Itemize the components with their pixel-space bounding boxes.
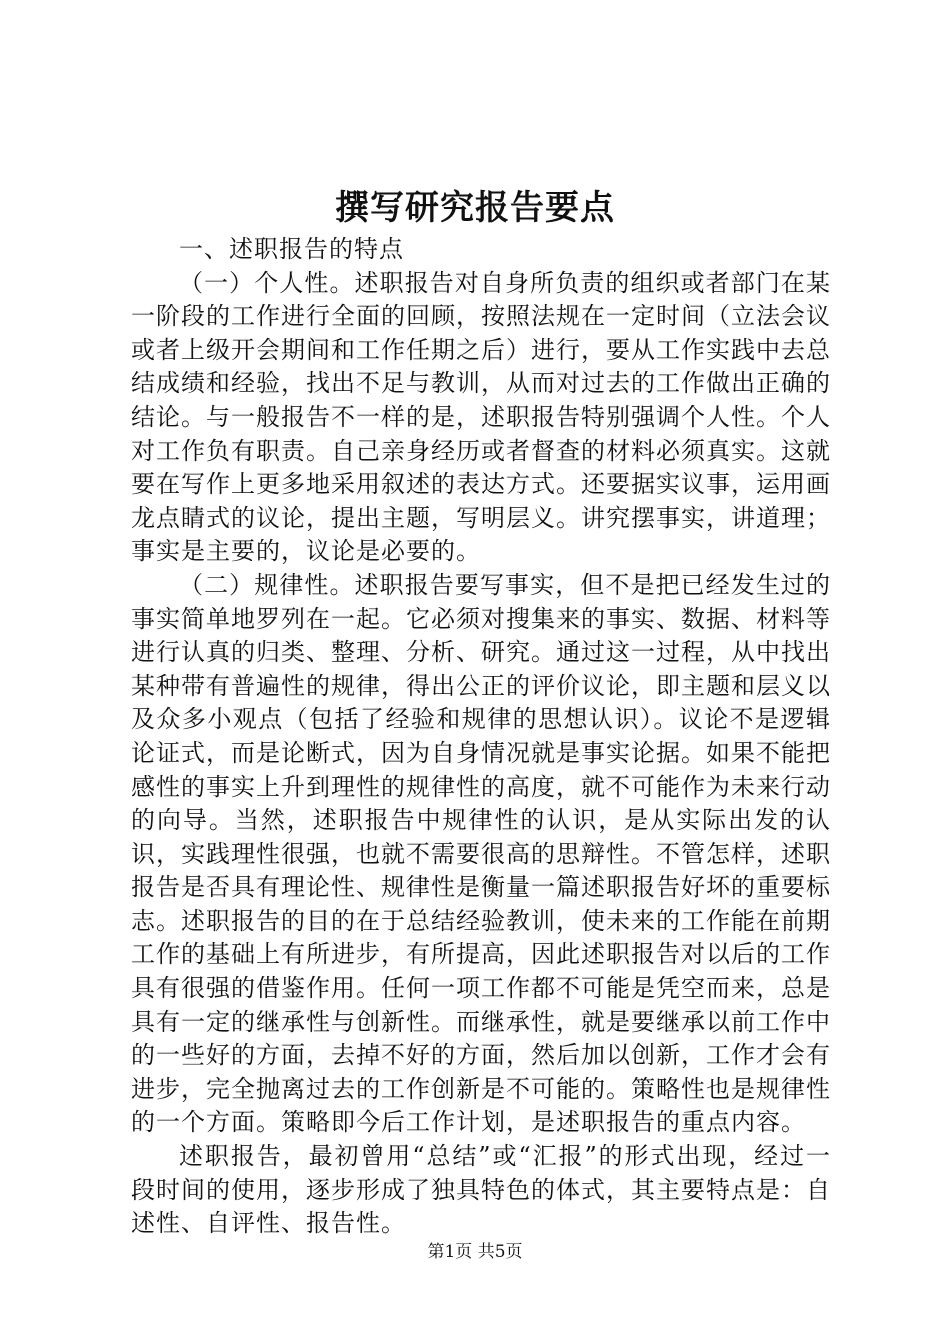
paragraph-personal: （一）个人性。述职报告对自身所负责的组织或者部门在某一阶段的工作进行全面的回顾，按照法规在一定时间（立法会议或者上级开会期间和工作任期之后）进行，要从工作实践中去总结成绩和经验，找出不足与教训，从而对过去的工作做出正确的结论。与一般报告不一样的是，述职报告特别强调个人性。个人对工作负有职责。自己亲身经历或者督查的材料必须真实。这就要在写作上更多地采用叙述的表达方式。还要据实议事，运用画龙点睛式的议论，提出主题，写明层义。讲究摆事实，讲道理；事实是主要的，议论是必要的。 bbox=[131, 268, 831, 566]
paragraph-regularity: （二）规律性。述职报告要写事实，但不是把已经发生过的事实简单地罗列在一起。它必须对搜集来的事实、数据、材料等进行认真的归类、整理、分析、研究。通过这一过程，从中找出某种带有普遍性的规律，得出公正的评价议论，即主题和层义以及众多小观点（包括了经验和规律的思想认识）。议论不是逻辑论证式，而是论断式，因为自身情况就是事实论据。如果不能把感性的事实上升到理性的规律性的高度，就不可能作为未来行动的向导。当然，述职报告中规律性的认识，是从实际出发的认识，实践理性很强，也就不需要很高的思辩性。不管怎样，述职报告是否具有理论性、规律性是衡量一篇述职报告好坏的重要标志。述职报告的目的在于总结经验教训，使未来的工作能在前期工作的基础上有所进步，有所提高，因此述职报告对以后的工作具有很强的借鉴作用。任何一项工作都不可能是凭空而来，总是具有一定的继承性与创新性。而继承性，就是要继承以前工作中的一些好的方面，去掉不好的方面，然后加以创新，工作才会有进步，完全抛离过去的工作创新是不可能的。策略性也是规律性的一个方面。策略即今后工作计划，是述职报告的重点内容。 bbox=[131, 570, 831, 1137]
page-number: 第1页 共5页 bbox=[427, 1242, 523, 1262]
paragraph-features: 述职报告，最初曾用“总结”或“汇报”的形式出现，经过一段时间的使用，逐步形成了独具特色的体式，其主要特点是：自述性、自评性、报告性。 bbox=[131, 1142, 831, 1238]
section-heading: 一、述职报告的特点 bbox=[179, 235, 404, 263]
document-body bbox=[131, 233, 831, 1241]
document-title: 撰写研究报告要点 bbox=[335, 188, 615, 228]
